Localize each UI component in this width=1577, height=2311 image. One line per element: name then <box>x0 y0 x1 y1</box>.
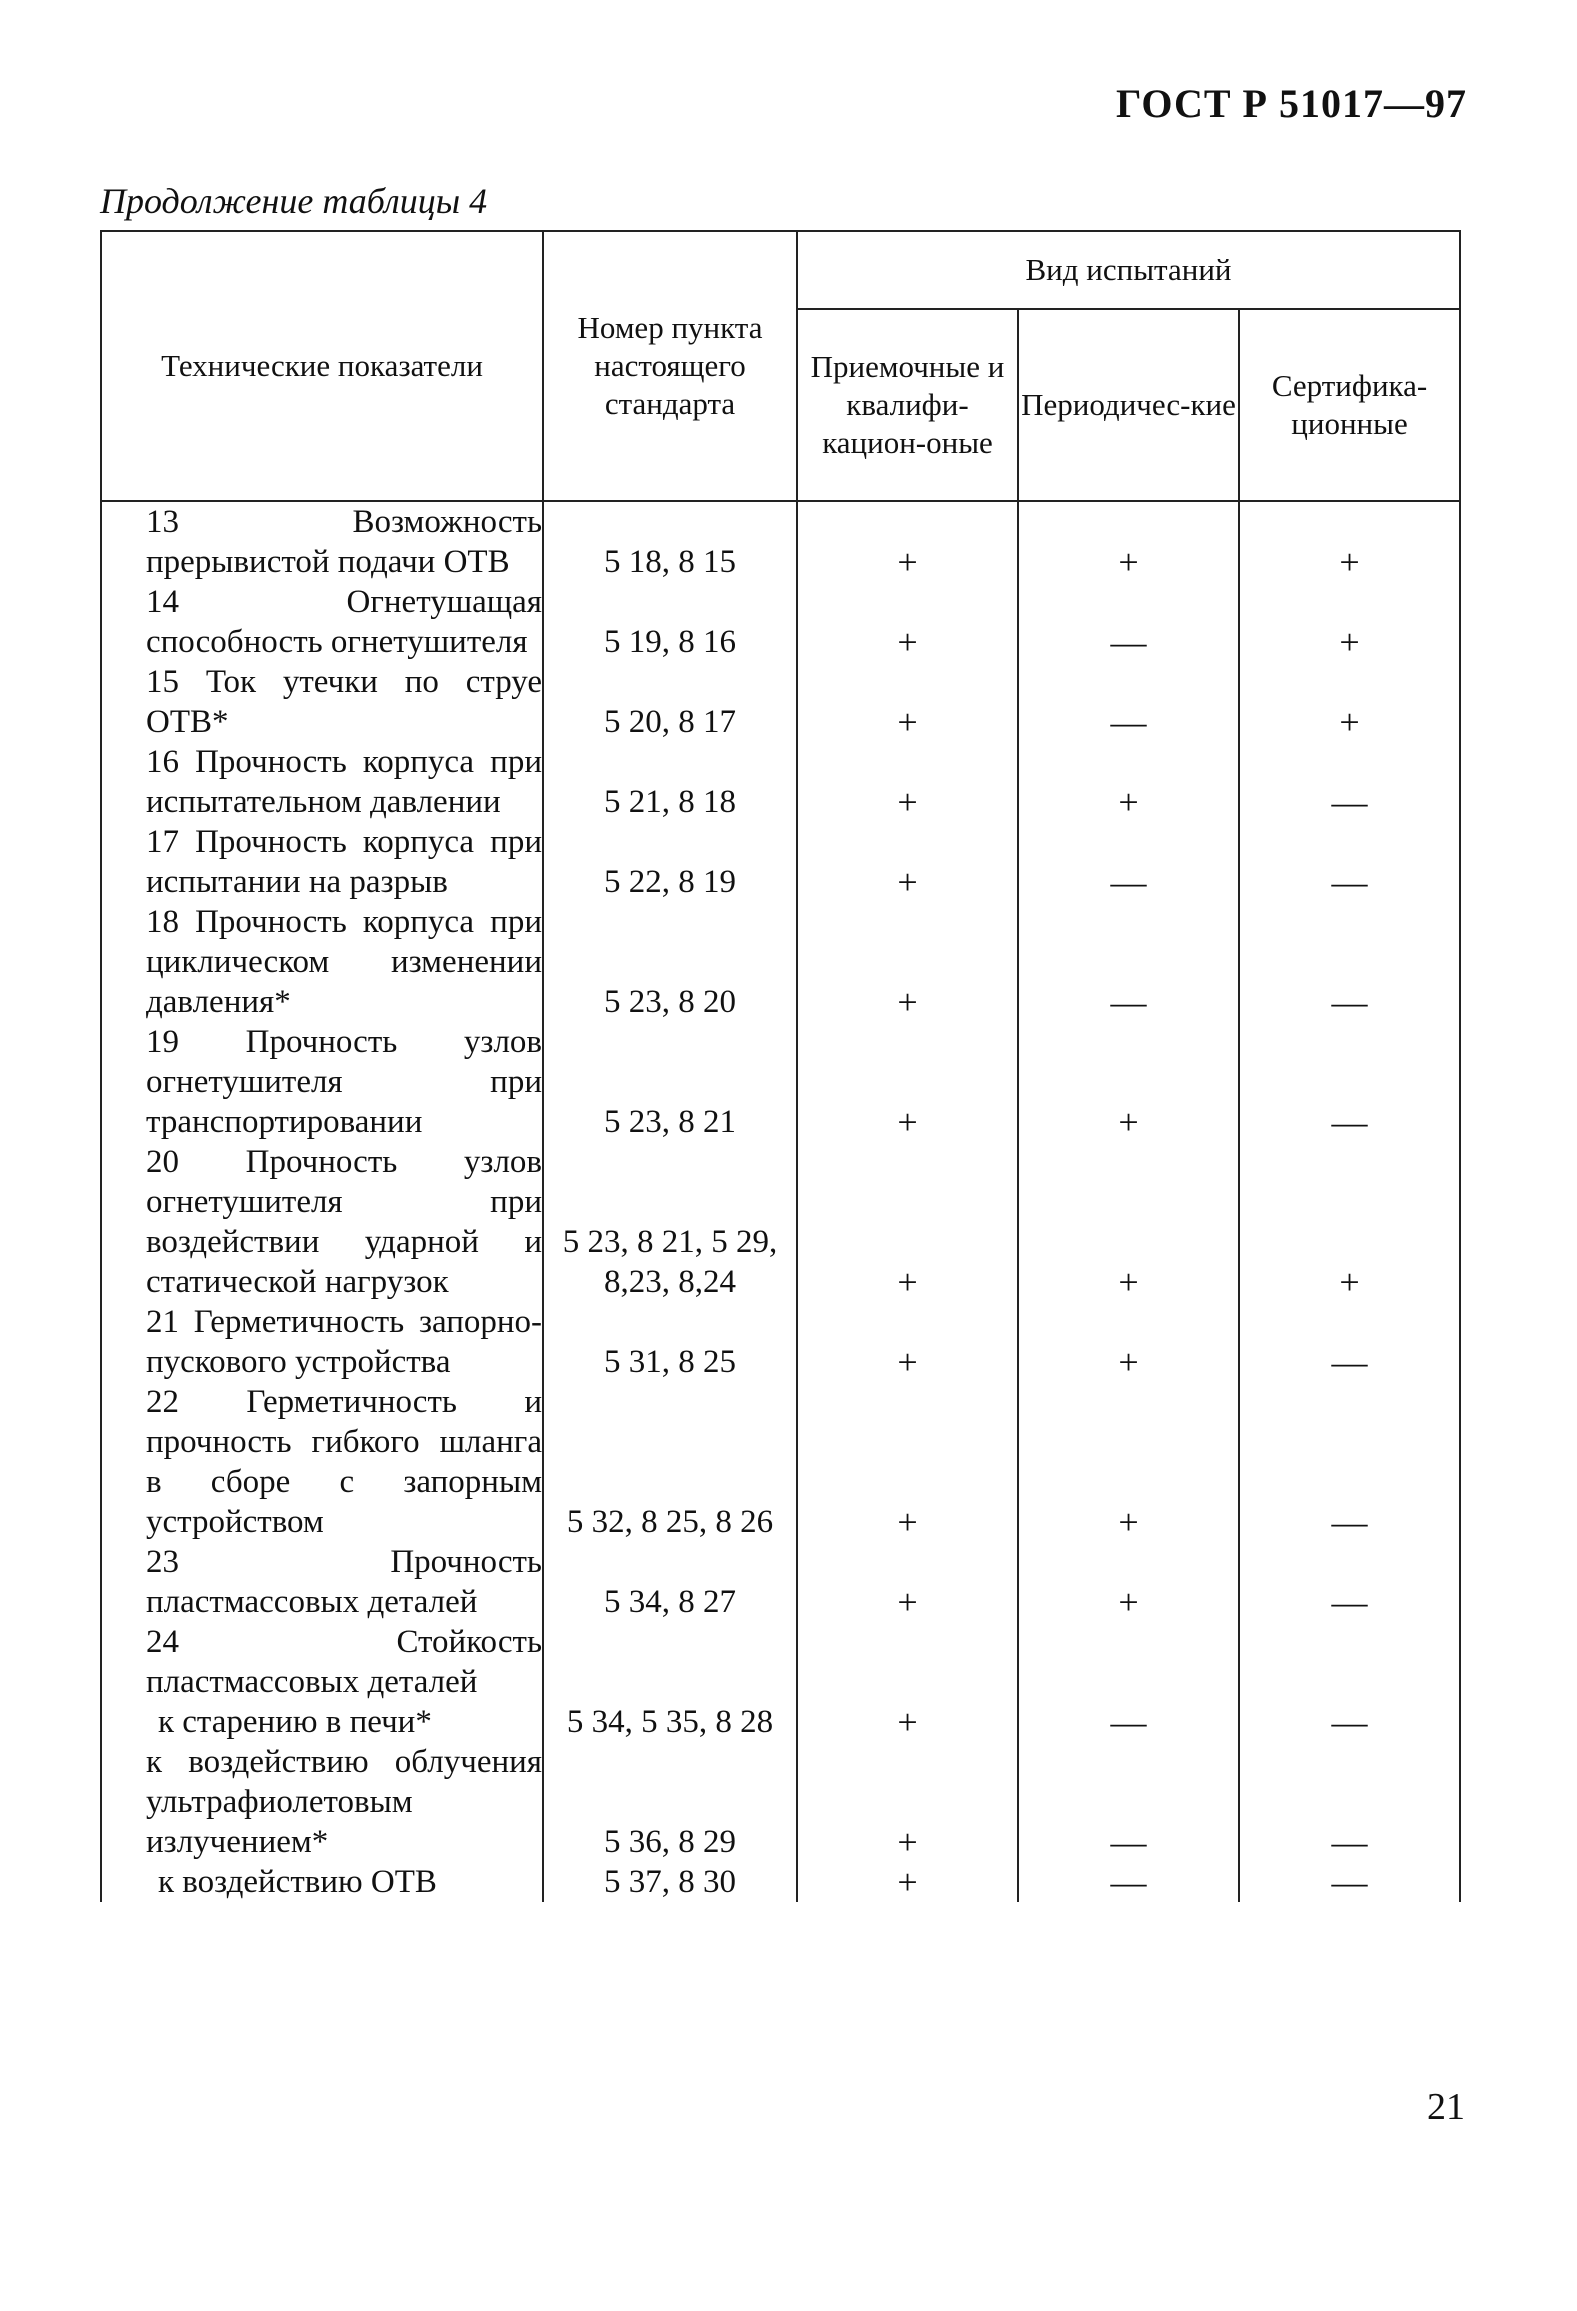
row-certification: — <box>1239 1862 1460 1902</box>
row-periodic: — <box>1018 1862 1239 1902</box>
row-name-text: 13 Возможность прерывистой подачи ОТВ <box>146 504 542 580</box>
document-standard-code: ГОСТ Р 51017—97 <box>1115 81 1467 126</box>
row-clause: 5 34, 8 27 <box>543 1542 797 1622</box>
row-name-text: 16 Прочность корпуса при испытательном давлении <box>146 744 542 820</box>
row-name-text: 21 Герметичность запорно-пускового устройства <box>146 1304 542 1380</box>
row-clause: 5 23, 8 21 <box>543 1022 797 1142</box>
column-header-acceptance: Приемочные и квалифи-кацион-оные <box>797 309 1018 501</box>
row-name-text: 24 Стойкость пластмассовых деталей <box>146 1624 542 1700</box>
row-certification: — <box>1239 902 1460 1022</box>
row-certification: — <box>1239 742 1460 822</box>
row-clause: 5 34, 5 35, 8 28 <box>543 1702 797 1742</box>
row-certification <box>1239 1622 1460 1702</box>
row-name <box>101 501 543 582</box>
row-acceptance: + <box>797 742 1018 822</box>
table-row <box>101 1622 1460 1702</box>
row-acceptance: + <box>797 582 1018 662</box>
row-periodic: — <box>1018 1742 1239 1862</box>
page-number: 21 <box>1427 2086 1465 2128</box>
row-name-text: 15 Ток утечки по струе ОТВ* <box>146 664 542 740</box>
row-name-text: 14 Огнетушащая способность огнетушителя <box>146 584 542 660</box>
row-clause <box>543 1622 797 1702</box>
row-name <box>101 1142 543 1302</box>
row-acceptance: + <box>797 1382 1018 1542</box>
row-certification: — <box>1239 1542 1460 1622</box>
row-certification: — <box>1239 1382 1460 1542</box>
row-certification: — <box>1239 1742 1460 1862</box>
row-acceptance: + <box>797 1742 1018 1862</box>
row-certification: + <box>1239 582 1460 662</box>
row-periodic: + <box>1018 1382 1239 1542</box>
row-periodic: — <box>1018 902 1239 1022</box>
table-row <box>101 822 1460 902</box>
table-row <box>101 662 1460 742</box>
row-certification: + <box>1239 1142 1460 1302</box>
row-periodic: — <box>1018 662 1239 742</box>
row-certification: — <box>1239 1022 1460 1142</box>
table-row <box>101 1702 1460 1742</box>
row-name-text: 17 Прочность корпуса при испытании на разрыв <box>146 824 542 900</box>
table-row <box>101 1542 1460 1622</box>
row-periodic: — <box>1018 1702 1239 1742</box>
table-row <box>101 1142 1460 1302</box>
table-caption: Продолжение таблицы 4 <box>100 181 488 221</box>
row-periodic: + <box>1018 742 1239 822</box>
row-name-text: 22 Герметичность и прочность гибкого шланга в сборе с запорным устройством <box>146 1384 542 1540</box>
row-name <box>101 1382 543 1542</box>
row-acceptance: + <box>797 822 1018 902</box>
row-acceptance: + <box>797 1542 1018 1622</box>
row-name <box>101 662 543 742</box>
row-name-text: 18 Прочность корпуса при циклическом изменении давления* <box>146 904 542 1020</box>
row-name <box>101 902 543 1022</box>
row-periodic: + <box>1018 1542 1239 1622</box>
row-clause: 5 22, 8 19 <box>543 822 797 902</box>
table-row <box>101 582 1460 662</box>
row-certification: — <box>1239 822 1460 902</box>
row-certification: — <box>1239 1702 1460 1742</box>
row-periodic: — <box>1018 822 1239 902</box>
row-name <box>101 1622 543 1702</box>
row-name <box>101 1302 543 1382</box>
row-name <box>101 1022 543 1142</box>
row-name: к старению в печи* <box>101 1702 543 1742</box>
row-certification: + <box>1239 501 1460 582</box>
row-clause: 5 37, 8 30 <box>543 1862 797 1902</box>
column-header-periodic: Периодичес-кие <box>1018 309 1239 501</box>
row-clause: 5 18, 8 15 <box>543 501 797 582</box>
row-clause: 5 31, 8 25 <box>543 1302 797 1382</box>
row-clause: 5 23, 8 21, 5 29, 8,23, 8,24 <box>543 1142 797 1302</box>
row-name <box>101 582 543 662</box>
row-acceptance: + <box>797 902 1018 1022</box>
row-periodic: + <box>1018 1022 1239 1142</box>
table-row <box>101 742 1460 822</box>
row-name-text: 20 Прочность узлов огнетушителя при воздействии ударной и статической нагрузок <box>146 1144 542 1300</box>
row-periodic <box>1018 1622 1239 1702</box>
row-acceptance: + <box>797 1702 1018 1742</box>
row-periodic: — <box>1018 582 1239 662</box>
table-row <box>101 1862 1460 1902</box>
row-name <box>101 822 543 902</box>
table-row <box>101 1382 1460 1542</box>
column-header-name: Технические показатели <box>101 231 543 501</box>
test-requirements-table <box>100 230 1461 1902</box>
table-row <box>101 1302 1460 1382</box>
row-acceptance: + <box>797 1862 1018 1902</box>
row-acceptance: + <box>797 1022 1018 1142</box>
row-acceptance: + <box>797 1302 1018 1382</box>
row-acceptance: + <box>797 662 1018 742</box>
row-clause: 5 32, 8 25, 8 26 <box>543 1382 797 1542</box>
table-row <box>101 1742 1460 1862</box>
row-acceptance <box>797 1622 1018 1702</box>
row-periodic: + <box>1018 1142 1239 1302</box>
row-clause: 5 19, 8 16 <box>543 582 797 662</box>
row-name-text: к воздействию облучения ультрафиолетовым излучением* <box>146 1744 542 1860</box>
row-name-text: 19 Прочность узлов огнетушителя при транспортировании <box>146 1024 542 1140</box>
column-group-test-type: Вид испытаний <box>797 231 1460 309</box>
row-clause: 5 23, 8 20 <box>543 902 797 1022</box>
row-certification: + <box>1239 662 1460 742</box>
column-header-clause: Номер пункта настоящего стандарта <box>543 231 797 501</box>
row-periodic: + <box>1018 501 1239 582</box>
row-name <box>101 1542 543 1622</box>
row-name <box>101 1742 543 1862</box>
row-clause: 5 20, 8 17 <box>543 662 797 742</box>
table-row <box>101 501 1460 582</box>
row-acceptance: + <box>797 501 1018 582</box>
row-name-text: 23 Прочность пластмассовых деталей <box>146 1544 542 1620</box>
column-header-certification: Сертифика-ционные <box>1239 309 1460 501</box>
table-row <box>101 902 1460 1022</box>
row-name <box>101 742 543 822</box>
table-row <box>101 1022 1460 1142</box>
row-certification: — <box>1239 1302 1460 1382</box>
row-name: к воздействию ОТВ <box>101 1862 543 1902</box>
row-clause: 5 21, 8 18 <box>543 742 797 822</box>
row-acceptance: + <box>797 1142 1018 1302</box>
row-periodic: + <box>1018 1302 1239 1382</box>
row-clause: 5 36, 8 29 <box>543 1742 797 1862</box>
